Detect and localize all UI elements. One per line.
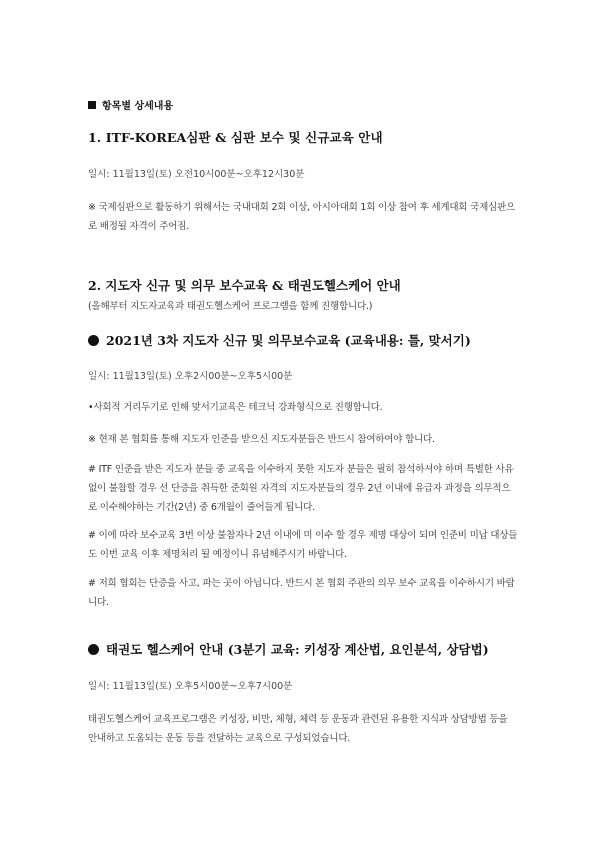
subsection-healthcare-date: 일시: 11월13일(토) 오후5시00분~오후7시00분 <box>88 681 293 692</box>
section-1-date: 일시: 11월13일(토) 오전10시00분~오후12시30분 <box>88 169 305 180</box>
section-1-title: 1. ITF-KOREA심판 & 심판 보수 및 신규교육 안내 <box>88 130 383 145</box>
square-bullet-icon <box>88 101 96 109</box>
subsection-healthcare-title: 태권도 헬스케어 안내 (3분기 교육: 키성장 계산법, 요인분석, 상담법) <box>88 640 518 658</box>
circle-bullet-icon <box>88 644 99 655</box>
instructor-paragraph-2: ※ 현재 본 협회를 통해 지도자 인준을 받으신 지도자분들은 반드시 참여하여야 합니다. <box>88 434 435 445</box>
instructor-paragraph-3: # ITF 인준을 받은 지도자 분들 중 교육을 이수하지 못한 지도자 분들은 필히 참석하셔야 하며 특별한 사유 없이 불참할 경우 선 단증을 취득한 준회원 자격의 지도자분들의 경우 2년 이내에 유급자 과정을 의무적으로 이수해야하는 기간(2년) 중 6개월이 줄어들게 됩니다. <box>88 464 514 513</box>
section-1-note: ※ 국제심판으로 활동하기 위해서는 국내대회 2회 이상, 아시아대회 1회 이상 참여 후 세계대회 국제심판으로 배정될 자격이 주어짐. <box>88 202 515 232</box>
instructor-paragraph-4: # 이에 따라 보수교육 3번 이상 불참자나 2년 이내에 미 이수 할 경우 제명 대상이 되며 인준비 미납 대상들도 이번 교육 이후 제명처리 될 예정이니 유념해주시기 바랍니다. <box>88 530 518 560</box>
instructor-paragraph-5: # 저희 협회는 단증을 사고, 파는 곳이 아닙니다. 반드시 본 협회 주관의 의무 보수 교육을 이수하시기 바랍니다. <box>88 578 515 608</box>
healthcare-paragraph-1: 태권도헬스케어 교육프로그램은 키성장, 비만, 체형, 체력 등 운동과 관련된 유용한 지식과 상담방법 등을 안내하고 도움되는 운동 등을 전달하는 교육으로 구성되었습니다. <box>88 714 508 744</box>
subsection-instructor-title: 2021년 3차 지도자 신규 및 의무보수교육 (교육내용: 틀, 맞서기) <box>88 331 518 349</box>
section-2-subtitle: (올해부터 지도자교육과 태권도헬스케어 프로그램을 함께 진행합니다.) <box>88 301 373 312</box>
section-label: 항목별 상세내용 <box>88 97 518 112</box>
circle-bullet-icon <box>88 335 99 346</box>
subsection-instructor-date: 일시: 11월13일(토) 오후2시00분~오후5시00분 <box>88 371 293 382</box>
section-2-title: 2. 지도자 신규 및 의무 보수교육 & 태권도헬스케어 안내 <box>88 278 401 293</box>
instructor-paragraph-1: •사회적 거리두기로 인해 맞서기교육은 테크닉 강좌형식으로 진행합니다. <box>88 402 383 413</box>
